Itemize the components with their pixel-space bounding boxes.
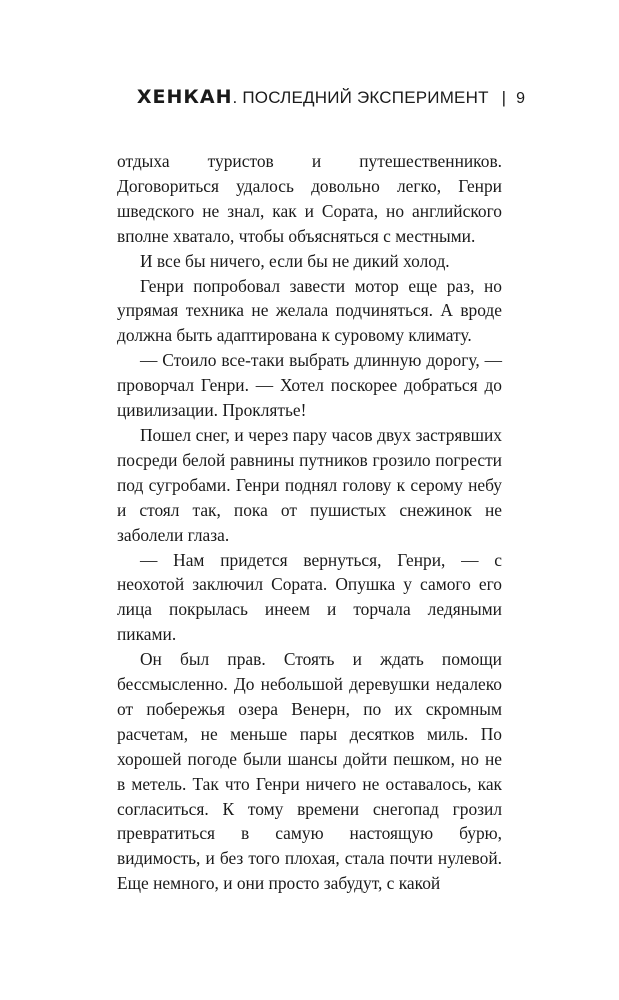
dialogue-paragraph: — Стоило все-таки выбрать длинную дорогу, — проворчал Генри. — Хотел поскорее добраться до цивилизации. Проклятье! — [117, 350, 502, 421]
book-title: ХЕНКАН — [136, 86, 233, 108]
body-text — [117, 149, 502, 896]
page-number: 9 — [516, 90, 525, 107]
paragraph: отдыха туристов и путешественников. Договориться удалось довольно легко, Генри шведского не знал, как и Сората, но английского вполне хватало, чтобы объясняться с местными. — [117, 151, 502, 246]
paragraph: Пошел снег, и через пару часов двух застрявших посреди белой равнины путников грозило погрести под сугробами. Генри поднял голову к серому небу и стоял так, пока от пушистых снежинок не заболели глаза. — [117, 424, 502, 545]
running-header — [137, 86, 525, 108]
book-subtitle: . ПОСЛЕДНИЙ ЭКСПЕРИМЕНТ — [232, 88, 489, 107]
header-separator: | — [501, 88, 507, 107]
paragraph: И все бы ничего, если бы не дикий холод. — [140, 250, 450, 271]
paragraph: Генри попробовал завести мотор еще раз, но упрямая техника не желала подчиняться. А вроде должна быть адаптирована к суровому климату. — [117, 275, 502, 346]
paragraph: Он был прав. Стоять и ждать помощи бессмысленно. До небольшой деревушки недалеко от побережья озера Венерн, по их скромным расчетам, не меньше пары десятков миль. По хорошей погоде были шансы дойти пешком, но не в метель. Так что Генри ничего не оставалось, как согласиться. К тому времени снегопад грозил превратиться в самую настоящую бурю, видимость, и без того плохая, стала почти нулевой. Еще немного, и они просто забудут, с какой — [117, 649, 502, 894]
dialogue-paragraph: — Нам придется вернуться, Генри, — с неохотой заключил Сората. Опушка у самого его лица покрылась инеем и торчала ледяными пиками. — [117, 549, 502, 645]
